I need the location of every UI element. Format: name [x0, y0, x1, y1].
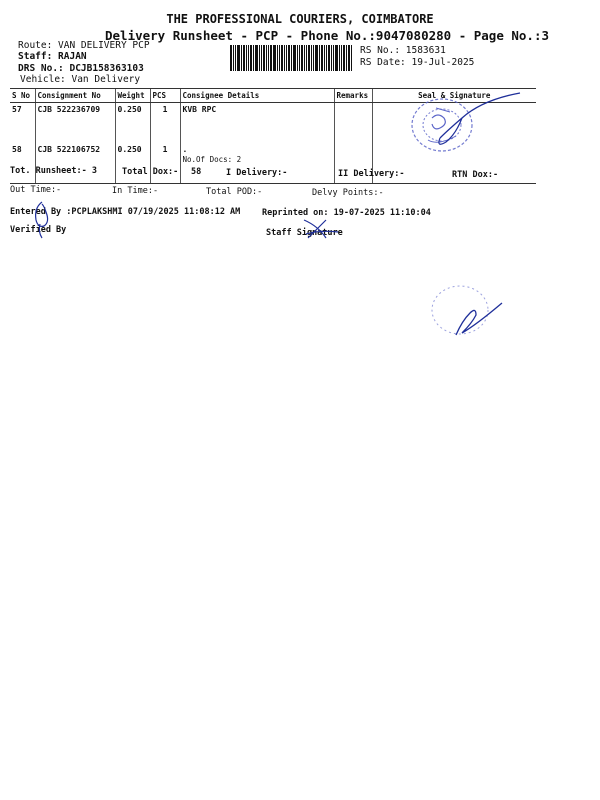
barcode-bar	[279, 45, 280, 71]
consignee-text: .	[182, 145, 188, 154]
staff-label: Staff: RAJAN	[18, 51, 87, 62]
barcode-bar	[263, 45, 265, 71]
barcode-bar	[297, 45, 298, 71]
barcode-bar	[255, 45, 258, 71]
barcode-bar	[250, 45, 252, 71]
barcode-bar	[230, 45, 232, 71]
col-weight: Weight	[115, 89, 150, 103]
barcode-bar	[319, 45, 320, 71]
cell-consignment: CJB 522236709	[35, 103, 115, 144]
entered-by: Entered By :PCPLAKSHMI 07/19/2025 11:08:12 AM	[10, 207, 241, 217]
barcode-bar	[293, 45, 296, 71]
total-dox-label: Total Dox:-	[122, 167, 179, 177]
barcode-bar	[308, 45, 310, 71]
vehicle-label: Vehicle: Van Delivery	[20, 74, 141, 85]
drs-number: DRS No.: DCJB158363103	[18, 63, 144, 74]
barcode-bar	[339, 45, 340, 71]
runsheet-title: Delivery Runsheet - PCP - Phone No.:9047080280 - Page No.:3	[105, 28, 550, 43]
tot-runsheet: Tot. Runsheet:- 3	[10, 166, 97, 176]
rs-number: RS No.: 1583631	[360, 45, 446, 56]
barcode-bar	[246, 45, 247, 71]
barcode-bar	[233, 45, 234, 71]
cell-consignment: CJB 522106752	[35, 143, 115, 184]
seal-stamp-top	[400, 78, 530, 163]
rtn-dox: RTN Dox:-	[452, 170, 499, 180]
barcode-bar	[348, 45, 350, 71]
reprinted-on: Reprinted on: 19-07-2025 11:10:04	[262, 208, 431, 218]
barcode-bar	[253, 45, 254, 71]
total-pod: Total POD:-	[206, 187, 263, 197]
delvy-points: Delvy Points:-	[312, 188, 384, 198]
barcode-bar	[321, 45, 323, 71]
barcode-bar	[304, 45, 305, 71]
barcode-bar	[259, 45, 260, 71]
col-consignee: Consignee Details	[180, 89, 334, 103]
barcode-bar	[248, 45, 249, 71]
barcode	[230, 45, 355, 71]
barcode-bar	[291, 45, 292, 71]
col-pcs: PCS	[150, 89, 180, 103]
cell-weight: 0.250	[115, 103, 150, 144]
barcode-bar	[277, 45, 278, 71]
barcode-bar	[284, 45, 285, 71]
barcode-bar	[281, 45, 283, 71]
barcode-bar	[273, 45, 276, 71]
barcode-bar	[270, 45, 272, 71]
barcode-bar	[326, 45, 327, 71]
barcode-bar	[328, 45, 330, 71]
barcode-bar	[333, 45, 334, 71]
staff-signature: Staff Signature	[266, 228, 343, 238]
barcode-bar	[331, 45, 332, 71]
barcode-bar	[299, 45, 300, 71]
staff-signature-mark	[300, 216, 344, 242]
col-seal-signature: Seal & Signature	[372, 89, 536, 103]
barcode-bar	[301, 45, 303, 71]
out-time: Out Time:-	[10, 185, 62, 195]
cell-sno: 57	[12, 105, 22, 114]
docs-note: No.Of Docs: 2	[182, 155, 242, 164]
barcode-bar	[313, 45, 314, 71]
company-name: THE PROFESSIONAL COURIERS, COIMBATORE	[166, 12, 434, 26]
verified-signature	[28, 198, 58, 240]
barcode-bar	[241, 45, 242, 71]
barcode-bar	[235, 45, 236, 71]
in-time: In Time:-	[112, 186, 159, 196]
barcode-bar	[306, 45, 307, 71]
barcode-bar	[335, 45, 338, 71]
barcode-bar	[341, 45, 342, 71]
route-label: Route: VAN DELIVERY PCP	[18, 40, 150, 51]
barcode-bar	[261, 45, 262, 71]
barcode-bar	[346, 45, 347, 71]
cell-pcs: 1	[150, 143, 180, 184]
cell-pcs: 1	[150, 103, 180, 144]
cell-remarks	[334, 103, 372, 144]
barcode-bar	[324, 45, 325, 71]
cell-consignee: KVB RPC	[180, 103, 334, 144]
barcode-bar	[288, 45, 290, 71]
rs-date: RS Date: 19-Jul-2025	[360, 57, 475, 68]
barcode-bar	[315, 45, 318, 71]
cell-sno: 58	[10, 143, 35, 184]
col-sno: S No	[10, 89, 35, 103]
col-remarks: Remarks	[334, 89, 372, 103]
barcode-bar	[351, 45, 352, 71]
ii-delivery: II Delivery:-	[338, 169, 405, 179]
barcode-bar	[266, 45, 267, 71]
cell-weight: 0.250	[115, 143, 150, 184]
seal-stamp-bottom	[420, 275, 530, 350]
barcode-bar	[311, 45, 312, 71]
barcode-bar	[268, 45, 269, 71]
barcode-bar	[243, 45, 245, 71]
col-consignment: Consignment No	[35, 89, 115, 103]
i-delivery: I Delivery:-	[226, 168, 288, 178]
barcode-bar	[237, 45, 240, 71]
barcode-bar	[343, 45, 345, 71]
barcode-bar	[286, 45, 287, 71]
total-dox-value: 58	[191, 167, 202, 177]
verified-by: Verified By	[10, 225, 67, 235]
